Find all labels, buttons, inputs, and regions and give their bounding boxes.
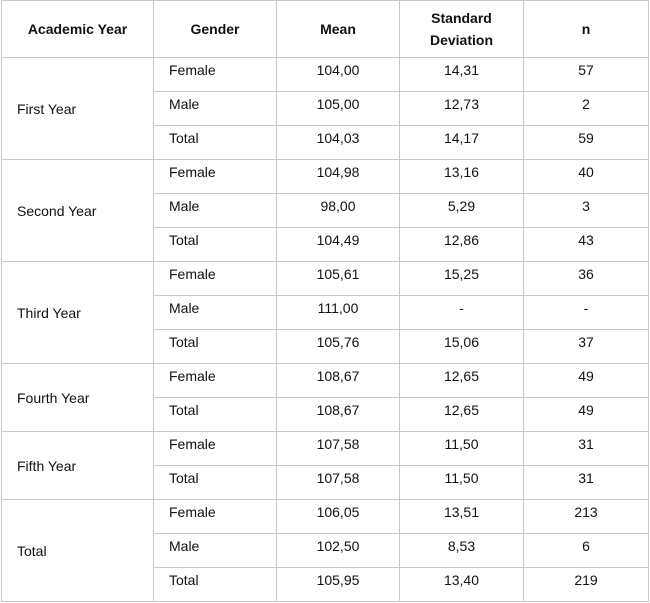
table-body — [2, 58, 649, 602]
header-row — [2, 1, 649, 58]
statistics-table — [1, 0, 649, 602]
sd-cell: 13,51 — [400, 500, 524, 534]
header-mean: Mean — [277, 1, 400, 58]
n-cell: 6 — [524, 534, 649, 568]
mean-cell: 104,98 — [277, 160, 400, 194]
gender-cell: Total — [154, 466, 277, 500]
sd-cell: 12,86 — [400, 228, 524, 262]
table-row — [2, 160, 649, 194]
n-cell: 36 — [524, 262, 649, 296]
mean-cell: 105,00 — [277, 92, 400, 126]
academic-year-cell: Fifth Year — [2, 432, 154, 500]
mean-cell: 105,61 — [277, 262, 400, 296]
sd-cell: - — [400, 296, 524, 330]
sd-cell: 5,29 — [400, 194, 524, 228]
table-row — [2, 500, 649, 534]
gender-cell: Total — [154, 398, 277, 432]
academic-year-cell: Fourth Year — [2, 364, 154, 432]
table-row — [2, 364, 649, 398]
n-cell: 219 — [524, 568, 649, 602]
sd-cell: 12,65 — [400, 364, 524, 398]
gender-cell: Female — [154, 364, 277, 398]
header-academic-year: Academic Year — [2, 1, 154, 58]
n-cell: 37 — [524, 330, 649, 364]
n-cell: 59 — [524, 126, 649, 160]
mean-cell: 105,76 — [277, 330, 400, 364]
academic-year-cell: Third Year — [2, 262, 154, 364]
mean-cell: 107,58 — [277, 466, 400, 500]
gender-cell: Total — [154, 228, 277, 262]
mean-cell: 108,67 — [277, 364, 400, 398]
header-sd-line2: Deviation — [429, 32, 493, 48]
n-cell: 3 — [524, 194, 649, 228]
header-standard-deviation — [400, 1, 524, 58]
mean-cell: 111,00 — [277, 296, 400, 330]
sd-cell: 13,40 — [400, 568, 524, 602]
mean-cell: 108,67 — [277, 398, 400, 432]
header-gender: Gender — [154, 1, 277, 58]
gender-cell: Total — [154, 568, 277, 602]
gender-cell: Female — [154, 262, 277, 296]
n-cell: 43 — [524, 228, 649, 262]
n-cell: 49 — [524, 364, 649, 398]
mean-cell: 104,49 — [277, 228, 400, 262]
academic-year-cell: First Year — [2, 58, 154, 160]
gender-cell: Female — [154, 58, 277, 92]
gender-cell: Male — [154, 296, 277, 330]
n-cell: 49 — [524, 398, 649, 432]
gender-cell: Female — [154, 432, 277, 466]
mean-cell: 102,50 — [277, 534, 400, 568]
table-header — [2, 1, 649, 58]
sd-cell: 14,17 — [400, 126, 524, 160]
mean-cell: 105,95 — [277, 568, 400, 602]
header-sd-line1: Standard — [431, 10, 492, 26]
sd-cell: 11,50 — [400, 466, 524, 500]
header-n: n — [524, 1, 649, 58]
n-cell: - — [524, 296, 649, 330]
sd-cell: 8,53 — [400, 534, 524, 568]
academic-year-cell: Total — [2, 500, 154, 602]
mean-cell: 106,05 — [277, 500, 400, 534]
n-cell: 31 — [524, 466, 649, 500]
table-row — [2, 262, 649, 296]
mean-cell: 107,58 — [277, 432, 400, 466]
n-cell: 57 — [524, 58, 649, 92]
table-row — [2, 58, 649, 92]
gender-cell: Female — [154, 160, 277, 194]
gender-cell: Male — [154, 92, 277, 126]
n-cell: 213 — [524, 500, 649, 534]
n-cell: 40 — [524, 160, 649, 194]
n-cell: 31 — [524, 432, 649, 466]
gender-cell: Male — [154, 534, 277, 568]
gender-cell: Female — [154, 500, 277, 534]
mean-cell: 104,00 — [277, 58, 400, 92]
gender-cell: Male — [154, 194, 277, 228]
sd-cell: 12,73 — [400, 92, 524, 126]
gender-cell: Total — [154, 330, 277, 364]
sd-cell: 12,65 — [400, 398, 524, 432]
sd-cell: 13,16 — [400, 160, 524, 194]
sd-cell: 11,50 — [400, 432, 524, 466]
academic-year-cell: Second Year — [2, 160, 154, 262]
sd-cell: 14,31 — [400, 58, 524, 92]
sd-cell: 15,06 — [400, 330, 524, 364]
gender-cell: Total — [154, 126, 277, 160]
sd-cell: 15,25 — [400, 262, 524, 296]
n-cell: 2 — [524, 92, 649, 126]
table-row — [2, 432, 649, 466]
mean-cell: 98,00 — [277, 194, 400, 228]
mean-cell: 104,03 — [277, 126, 400, 160]
